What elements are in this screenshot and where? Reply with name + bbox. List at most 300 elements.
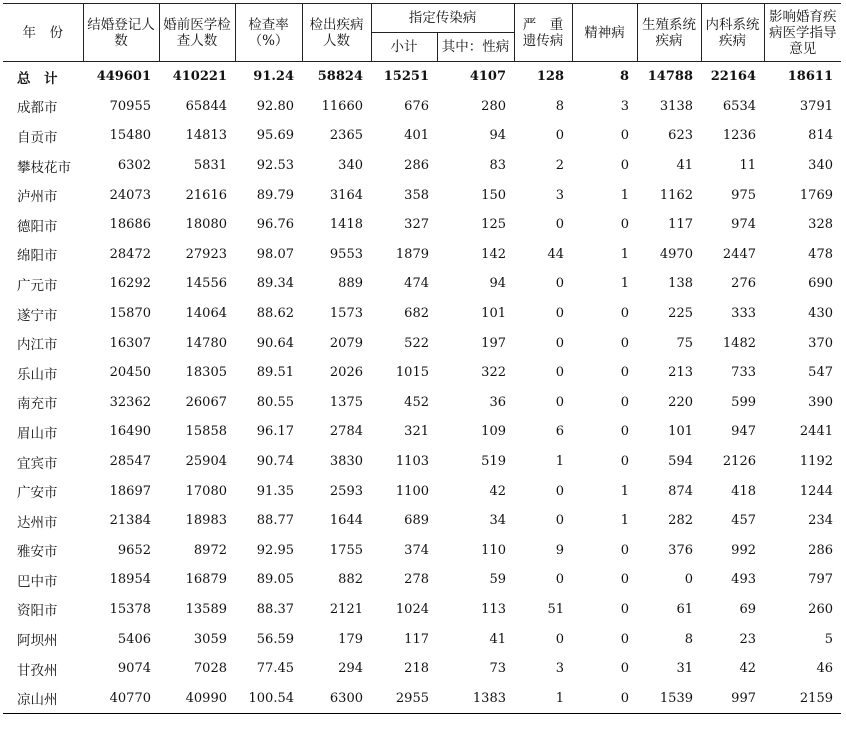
table-cell: 11660	[321, 98, 363, 114]
table-cell: 18080	[185, 217, 227, 233]
table-cell: 27923	[185, 246, 227, 262]
header-genetic-disease: 严 重遗传病	[514, 4, 572, 62]
table-cell: 1644	[329, 513, 363, 529]
table-cell: 3164	[329, 187, 363, 203]
table-cell: 41	[676, 158, 693, 174]
table-header	[3, 4, 841, 62]
table-cell: 13589	[185, 601, 227, 617]
region-name: 南充市	[17, 396, 58, 413]
table-cell: 2784	[329, 424, 363, 440]
table-cell: 4970	[659, 246, 693, 262]
table-cell: 0	[684, 572, 693, 588]
table-cell: 100.54	[235, 683, 302, 713]
table-cell: 117	[404, 631, 429, 647]
header-reproductive-disease: 生殖系统疾病	[637, 4, 701, 62]
table-cell: 0	[620, 365, 629, 381]
region-name: 广元市	[17, 277, 58, 294]
table-cell: 213	[668, 365, 693, 381]
table-row	[3, 151, 841, 181]
table-cell: 88.77	[256, 513, 294, 529]
table-cell: 0	[620, 572, 629, 588]
region-name: 绵阳市	[17, 248, 58, 265]
table-cell: 1	[620, 246, 629, 262]
table-row	[3, 683, 841, 713]
table-cell: 14064	[185, 306, 227, 322]
header-internal-disease: 内科系统疾病	[701, 4, 764, 62]
table-cell: 117	[668, 217, 693, 233]
table-cell: 0	[620, 394, 629, 410]
table-cell: 94	[489, 276, 506, 292]
table-cell: 1	[514, 683, 572, 713]
table-cell: 18954	[109, 572, 151, 588]
table-cell: 1	[555, 454, 564, 470]
table-cell: 101	[668, 424, 693, 440]
table-cell: 9	[555, 542, 564, 558]
table-cell: 1192	[799, 454, 833, 470]
table-cell: 150	[481, 187, 506, 203]
table-cell: 90.64	[256, 335, 294, 351]
table-cell: 41	[489, 631, 506, 647]
table-cell: 92.80	[256, 98, 294, 114]
table-cell: 0	[555, 217, 564, 233]
table-cell: 0	[555, 276, 564, 292]
region-name: 甘孜州	[17, 662, 58, 679]
table-cell: 32362	[109, 394, 151, 410]
table-cell: 3830	[329, 454, 363, 470]
table-row	[3, 506, 841, 536]
table-cell: 61	[676, 601, 693, 617]
table-cell: 0	[620, 158, 629, 174]
table-cell: 179	[338, 631, 363, 647]
region-name: 攀枝花市	[17, 159, 71, 176]
table-cell: 0	[555, 513, 564, 529]
table-cell: 6534	[722, 98, 756, 114]
table-cell: 997	[701, 683, 764, 713]
table-cell: 46	[816, 661, 833, 677]
table-cell: 1573	[329, 306, 363, 322]
table-cell: 814	[808, 128, 833, 144]
table-cell: 15480	[109, 128, 151, 144]
table-cell: 4107	[469, 69, 506, 85]
header-region: 年 份	[3, 4, 83, 62]
header-medical-guidance: 影响婚育疾病医学指导意见	[764, 4, 841, 62]
table-row	[3, 269, 841, 299]
table-cell: 18983	[185, 513, 227, 529]
table-row	[3, 328, 841, 358]
table-cell: 522	[404, 335, 429, 351]
table-cell: 599	[731, 394, 756, 410]
table-cell: 376	[668, 542, 693, 558]
table-cell: 22164	[710, 69, 756, 85]
table-cell: 280	[481, 98, 506, 114]
table-cell: 1539	[637, 683, 701, 713]
table-cell: 0	[620, 128, 629, 144]
table-cell: 89.05	[256, 572, 294, 588]
table-cell: 0	[555, 631, 564, 647]
table-cell: 234	[808, 513, 833, 529]
table-cell: 2079	[329, 335, 363, 351]
table-cell: 5	[824, 631, 833, 647]
table-cell: 24073	[109, 187, 151, 203]
table-cell: 89.51	[256, 365, 294, 381]
table-cell: 1	[620, 483, 629, 499]
table-row	[3, 654, 841, 684]
table-cell: 947	[731, 424, 756, 440]
table-cell: 1879	[395, 246, 429, 262]
table-cell: 3059	[193, 631, 227, 647]
table-cell: 70955	[109, 98, 151, 114]
table-cell: 260	[808, 601, 833, 617]
table-cell: 21384	[109, 513, 151, 529]
table-row	[3, 358, 841, 388]
region-name: 资阳市	[17, 603, 58, 620]
table-cell: 321	[404, 424, 429, 440]
table-cell: 125	[481, 217, 506, 233]
table-cell: 2	[555, 158, 564, 174]
table-cell: 6302	[117, 158, 151, 174]
header-disease-detected: 检出疾病人数	[302, 4, 371, 62]
table-cell: 1383	[437, 683, 514, 713]
table-cell: 11	[739, 158, 756, 174]
table-cell: 3138	[659, 98, 693, 114]
table-cell: 21616	[185, 187, 227, 203]
table-cell: 42	[739, 661, 756, 677]
table-cell: 220	[668, 394, 693, 410]
table-cell: 89.79	[256, 187, 294, 203]
table-cell: 2441	[799, 424, 833, 440]
table-cell: 6300	[302, 683, 371, 713]
table-cell: 1769	[799, 187, 833, 203]
table-cell: 0	[620, 335, 629, 351]
table-cell: 1103	[395, 454, 429, 470]
table-cell: 18686	[109, 217, 151, 233]
table-cell: 110	[481, 542, 506, 558]
table-cell: 2593	[329, 483, 363, 499]
table-cell: 333	[731, 306, 756, 322]
table-cell: 9074	[117, 661, 151, 677]
table-cell: 16490	[109, 424, 151, 440]
table-cell: 2026	[329, 365, 363, 381]
table-cell: 3	[620, 98, 629, 114]
table-cell: 882	[338, 572, 363, 588]
table-cell: 83	[489, 158, 506, 174]
table-cell: 1	[620, 513, 629, 529]
table-cell: 69	[739, 601, 756, 617]
table-cell: 14813	[185, 128, 227, 144]
header-exam-rate: 检查率（%）	[235, 4, 302, 62]
table-cell: 8	[619, 69, 629, 85]
table-cell: 3791	[799, 98, 833, 114]
table-row	[3, 92, 841, 122]
table-cell: 1482	[722, 335, 756, 351]
table-cell: 88.37	[256, 601, 294, 617]
table-cell: 690	[808, 276, 833, 292]
table-cell: 0	[555, 365, 564, 381]
table-cell: 0	[555, 128, 564, 144]
table-cell: 689	[404, 513, 429, 529]
table-cell: 2121	[329, 601, 363, 617]
table-cell: 0	[620, 217, 629, 233]
table-cell: 26067	[185, 394, 227, 410]
table-cell: 225	[668, 306, 693, 322]
table-cell: 676	[404, 98, 429, 114]
table-cell: 89.34	[256, 276, 294, 292]
table-cell: 733	[731, 365, 756, 381]
table-cell: 20450	[109, 365, 151, 381]
table-cell: 18611	[787, 69, 833, 85]
table-cell: 370	[808, 335, 833, 351]
table-cell: 452	[404, 394, 429, 410]
table-cell: 96.17	[256, 424, 294, 440]
table-cell: 94	[489, 128, 506, 144]
table-cell: 358	[404, 187, 429, 203]
table-cell: 0	[555, 483, 564, 499]
table-cell: 327	[404, 217, 429, 233]
table-row	[3, 388, 841, 418]
table-cell: 2955	[371, 683, 437, 713]
table-row	[3, 536, 841, 566]
table-cell: 113	[481, 601, 506, 617]
table-cell: 975	[731, 187, 756, 203]
table-cell: 128	[536, 69, 564, 85]
header-mental-illness: 精神病	[572, 4, 637, 62]
table-cell: 7028	[193, 661, 227, 677]
table-cell: 0	[620, 631, 629, 647]
table-cell: 2126	[722, 454, 756, 470]
table-cell: 974	[731, 217, 756, 233]
table-cell: 80.55	[256, 394, 294, 410]
table-cell: 91.35	[256, 483, 294, 499]
table-cell: 77.45	[256, 661, 294, 677]
table-cell: 457	[731, 513, 756, 529]
table-cell: 8972	[193, 542, 227, 558]
table-cell: 3	[555, 661, 564, 677]
table-cell: 75	[676, 335, 693, 351]
table-row	[3, 210, 841, 240]
table-cell: 2365	[329, 128, 363, 144]
header-infectious-group: 指定传染病	[371, 4, 514, 33]
statistics-table	[3, 3, 841, 714]
table-row	[3, 447, 841, 477]
table-cell: 8	[684, 631, 693, 647]
table-cell: 9553	[329, 246, 363, 262]
region-name: 雅安市	[17, 544, 58, 561]
table-cell: 15870	[109, 306, 151, 322]
region-name: 泸州市	[17, 189, 58, 206]
table-cell: 0	[620, 542, 629, 558]
table-cell: 14556	[185, 276, 227, 292]
table-cell: 328	[808, 217, 833, 233]
table-cell: 493	[731, 572, 756, 588]
region-name: 成都市	[17, 100, 58, 117]
table-cell: 28547	[109, 454, 151, 470]
table-cell: 25904	[185, 454, 227, 470]
table-row	[3, 565, 841, 595]
table-cell: 2159	[764, 683, 841, 713]
region-name: 凉山州	[3, 683, 83, 713]
table-cell: 16879	[185, 572, 227, 588]
table-cell: 218	[404, 661, 429, 677]
table-cell: 0	[620, 306, 629, 322]
table-cell: 73	[489, 661, 506, 677]
table-cell: 0	[572, 683, 637, 713]
table-cell: 138	[668, 276, 693, 292]
table-cell: 478	[808, 246, 833, 262]
region-name: 宜宾市	[17, 455, 58, 472]
table-cell: 5831	[193, 158, 227, 174]
table-cell: 3	[555, 187, 564, 203]
table-cell: 91.24	[253, 69, 294, 85]
table-cell: 1024	[395, 601, 429, 617]
table-cell: 623	[668, 128, 693, 144]
table-row	[3, 299, 841, 329]
table-cell: 0	[555, 306, 564, 322]
table-body	[3, 62, 841, 714]
table-cell: 16292	[109, 276, 151, 292]
header-infectious-subtotal: 小计	[371, 33, 437, 62]
region-name: 自贡市	[17, 129, 58, 146]
table-cell: 23	[739, 631, 756, 647]
region-name: 内江市	[17, 337, 58, 354]
table-cell: 44	[547, 246, 564, 262]
table-cell: 1	[620, 187, 629, 203]
table-cell: 34	[489, 513, 506, 529]
header-premarital-exams: 婚前医学检查人数	[159, 4, 235, 62]
region-name: 广安市	[17, 485, 58, 502]
table-cell: 294	[338, 661, 363, 677]
table-row	[3, 240, 841, 270]
table-cell: 390	[808, 394, 833, 410]
table-cell: 95.69	[256, 128, 294, 144]
table-cell: 142	[481, 246, 506, 262]
region-name: 达州市	[17, 514, 58, 531]
table-cell: 0	[620, 601, 629, 617]
region-name: 眉山市	[17, 425, 58, 442]
table-cell: 197	[481, 335, 506, 351]
table-cell: 96.76	[256, 217, 294, 233]
table-row	[3, 417, 841, 447]
table-cell: 0	[555, 335, 564, 351]
table-cell: 40990	[159, 683, 235, 713]
table-cell: 15858	[185, 424, 227, 440]
table-cell: 874	[668, 483, 693, 499]
table-cell: 430	[808, 306, 833, 322]
table-cell: 374	[404, 542, 429, 558]
table-cell: 1015	[395, 365, 429, 381]
table-cell: 17080	[185, 483, 227, 499]
table-cell: 56.59	[256, 631, 294, 647]
table-cell: 1	[620, 276, 629, 292]
table-cell: 5406	[117, 631, 151, 647]
table-cell: 797	[808, 572, 833, 588]
table-cell: 286	[404, 158, 429, 174]
table-cell: 1162	[659, 187, 693, 203]
region-name: 阿坝州	[17, 633, 58, 650]
table-cell: 340	[808, 158, 833, 174]
table-cell: 519	[481, 454, 506, 470]
table-cell: 278	[404, 572, 429, 588]
table-cell: 401	[404, 128, 429, 144]
table-cell: 0	[555, 394, 564, 410]
region-name: 乐山市	[17, 366, 58, 383]
table-cell: 2447	[722, 246, 756, 262]
region-name: 巴中市	[17, 573, 58, 590]
table-cell: 1418	[329, 217, 363, 233]
table-cell: 14788	[647, 69, 693, 85]
table-cell: 65844	[185, 98, 227, 114]
table-cell: 547	[808, 365, 833, 381]
table-cell: 0	[620, 454, 629, 470]
table-cell: 59	[489, 572, 506, 588]
table-cell: 594	[668, 454, 693, 470]
table-cell: 88.62	[256, 306, 294, 322]
table-cell: 282	[668, 513, 693, 529]
table-row	[3, 121, 841, 151]
table-cell: 51	[547, 601, 564, 617]
table-cell: 28472	[109, 246, 151, 262]
table-cell: 322	[481, 365, 506, 381]
table-cell: 276	[731, 276, 756, 292]
table-cell: 36	[489, 394, 506, 410]
table-cell: 418	[731, 483, 756, 499]
table-cell: 1236	[722, 128, 756, 144]
table-cell: 40770	[83, 683, 159, 713]
table-cell: 8	[555, 98, 564, 114]
table-cell: 16307	[109, 335, 151, 351]
table-cell: 9652	[117, 542, 151, 558]
region-name: 德阳市	[17, 218, 58, 235]
table-cell: 410221	[172, 69, 227, 85]
table-cell: 92.53	[256, 158, 294, 174]
table-cell: 889	[338, 276, 363, 292]
table-row	[3, 595, 841, 625]
table-cell: 92.95	[256, 542, 294, 558]
table-cell: 90.74	[256, 454, 294, 470]
table-cell: 1755	[329, 542, 363, 558]
table-row	[3, 180, 841, 210]
table-row	[3, 476, 841, 506]
table-row	[3, 624, 841, 654]
total-row	[3, 62, 841, 92]
table-cell: 1100	[395, 483, 429, 499]
table-cell: 449601	[96, 69, 151, 85]
table-cell: 98.07	[256, 246, 294, 262]
table-cell: 18697	[109, 483, 151, 499]
table-cell: 682	[404, 306, 429, 322]
table-cell: 101	[481, 306, 506, 322]
table-cell: 474	[404, 276, 429, 292]
table-cell: 0	[555, 572, 564, 588]
table-cell: 340	[338, 158, 363, 174]
table-cell: 286	[808, 542, 833, 558]
table-cell: 1244	[799, 483, 833, 499]
table-cell: 58824	[317, 69, 363, 85]
region-name: 遂宁市	[17, 307, 58, 324]
table-cell: 1375	[329, 394, 363, 410]
table-cell: 109	[481, 424, 506, 440]
table-cell: 6	[555, 424, 564, 440]
table-cell: 0	[620, 661, 629, 677]
table-cell: 15378	[109, 601, 151, 617]
header-marriage-registrations: 结婚登记人数	[83, 4, 159, 62]
table-cell: 42	[489, 483, 506, 499]
table-cell: 18305	[185, 365, 227, 381]
table-cell: 992	[731, 542, 756, 558]
table-cell: 0	[620, 424, 629, 440]
header-infectious-std: 其中：性病	[437, 33, 514, 62]
table-cell: 15251	[383, 69, 429, 85]
region-name: 总 计	[17, 70, 58, 87]
